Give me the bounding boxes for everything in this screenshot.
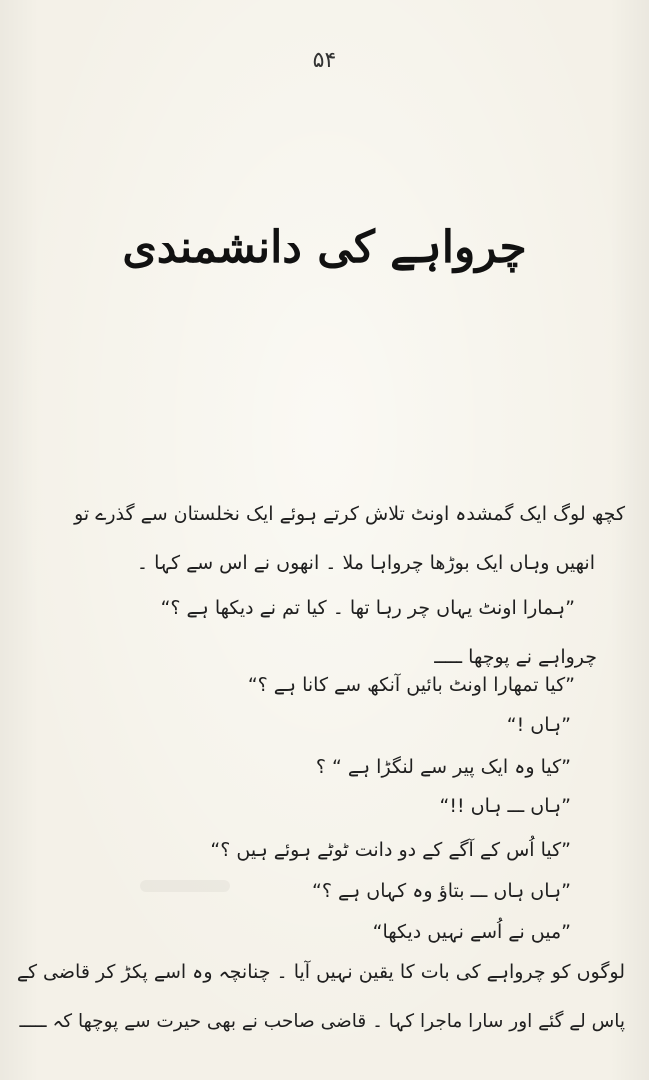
text-line: ”کیا تمھارا اونٹ بائیں آنکھ سے کانا ہے ؟“ — [247, 674, 575, 696]
text-line: چرواہے نے پوچھا ـــــ — [434, 646, 597, 668]
text-line: ”ہمارا اونٹ یہاں چر رہا تھا ۔ کیا تم نے دیکھا ہے ؟“ — [160, 597, 575, 619]
page-title: چرواہے کی دانشمندی — [122, 222, 527, 273]
text-line: ”میں نے اُسے نہیں دیکھا“ — [372, 921, 571, 943]
text-line: ”کیا اُس کے آگے کے دو دانت ٹوٹے ہوئے ہیں ؟“ — [210, 839, 571, 861]
page-number: ۵۴ — [312, 48, 337, 73]
text-line: کچھ لوگ ایک گمشدہ اونٹ تلاش کرتے ہوئے ایک نخلستان سے گذرے تو — [74, 503, 625, 525]
text-line: ”ہاں ہاں ـــ بتاؤ وہ کہاں ہے ؟“ — [312, 880, 571, 902]
text-line: پاس لے گئے اور سارا ماجرا کہا ۔ قاضی صاحب نے بھی حیرت سے پوچھا کہ ـــــ — [19, 1011, 625, 1032]
text-line: ”ہاں ـــ ہاں !!“ — [439, 795, 571, 817]
text-line: لوگوں کو چرواہے کی بات کا یقین نہیں آیا ۔ چنانچہ وہ اسے پکڑ کر قاضی کے — [16, 961, 625, 983]
faint-bleed-through-mark — [140, 880, 230, 892]
text-line: انھیں وہاں ایک بوڑھا چرواہا ملا ۔ انھوں نے اس سے کہا ۔ — [136, 552, 595, 574]
text-line: ”کیا وہ ایک پیر سے لنگڑا ہے “ ؟ — [315, 756, 571, 778]
text-line: ”ہاں !“ — [506, 714, 571, 736]
